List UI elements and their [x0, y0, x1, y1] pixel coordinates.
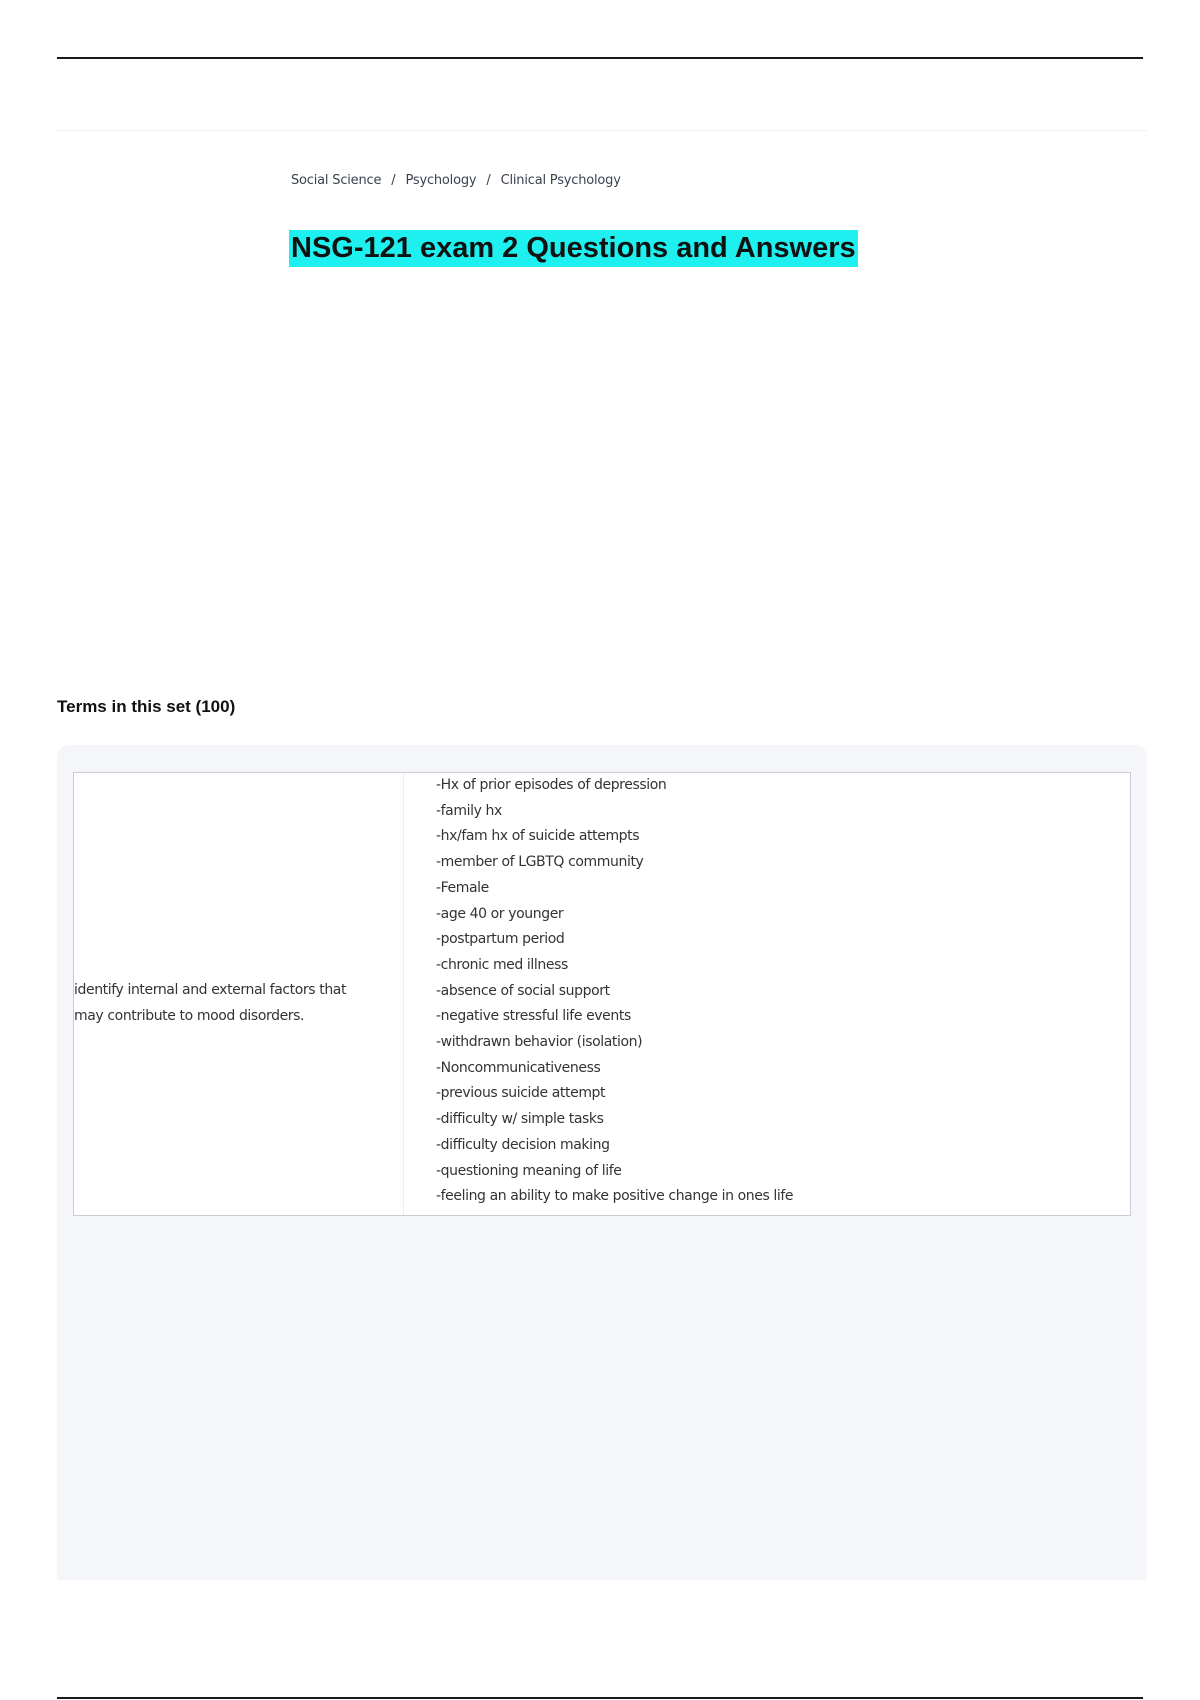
definition-line: -age 40 or younger [436, 905, 564, 922]
breadcrumb-item-psychology[interactable]: Psychology [405, 173, 477, 188]
breadcrumb-item-clinical-psychology[interactable]: Clinical Psychology [500, 173, 621, 188]
definition-line: -family hx [436, 802, 502, 819]
bottom-rule [57, 1697, 1143, 1699]
definition-line: -absence of social support [436, 982, 610, 999]
header-divider [57, 130, 1147, 131]
definition-line: -difficulty w/ simple tasks [436, 1111, 604, 1128]
definition-line: -previous suicide attempt [436, 1085, 606, 1102]
definition-line: -difficulty decision making [436, 1136, 610, 1153]
flashcard-term-text: identify internal and external factors that may contribute to mood disorders. [74, 981, 347, 1024]
definition-line: -hx/fam hx of suicide attempts [436, 828, 640, 845]
definition-line: -member of LGBTQ community [436, 854, 644, 871]
top-rule [57, 57, 1143, 59]
flashcard[interactable] [73, 772, 1131, 1216]
flashcard-term-side [74, 773, 404, 1215]
breadcrumb-separator: / [391, 173, 396, 188]
definition-line: -Female [436, 879, 489, 896]
definition-line: -postpartum period [436, 931, 565, 948]
definition-line: -withdrawn behavior (isolation) [436, 1034, 643, 1051]
page-title: NSG-121 exam 2 Questions and Answers [289, 230, 858, 267]
flashcard-definition-side [404, 773, 1130, 1215]
definition-line: -Hx of prior episodes of depression [436, 777, 667, 793]
definition-line: -questioning meaning of life [436, 1162, 622, 1179]
definition-list [436, 773, 1130, 1210]
terms-count-heading: Terms in this set (100) [57, 697, 236, 716]
breadcrumb-separator: / [486, 173, 491, 188]
definition-line: -Noncommunicativeness [436, 1059, 601, 1076]
definition-line: -chronic med illness [436, 956, 568, 973]
definition-line: -feeling an ability to make positive change in ones life [436, 1188, 794, 1205]
breadcrumb-item-social-science[interactable]: Social Science [291, 173, 382, 188]
definition-line: -negative stressful life events [436, 1008, 631, 1025]
breadcrumb [291, 173, 621, 188]
